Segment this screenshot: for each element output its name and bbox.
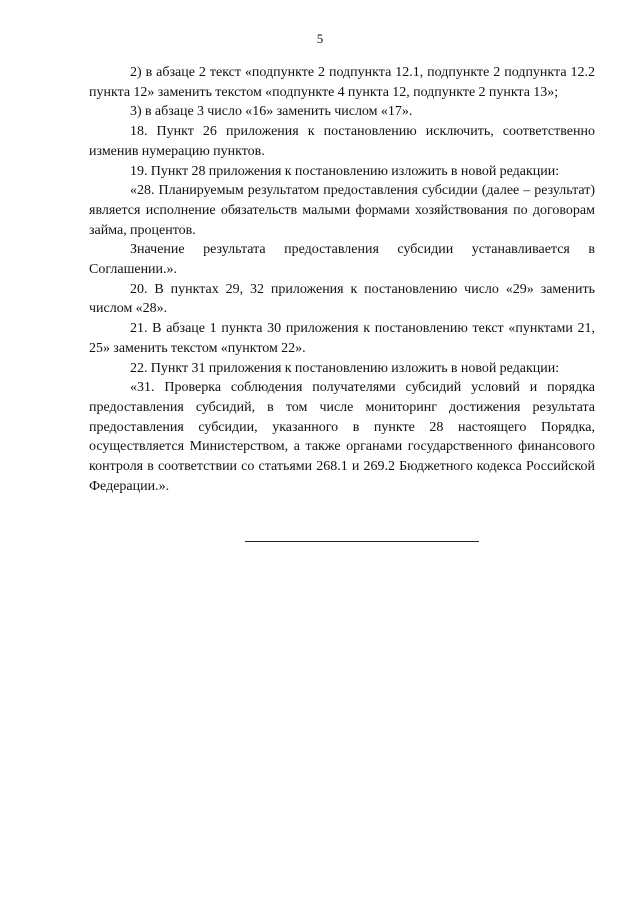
page-number: 5 bbox=[316, 31, 324, 46]
paragraph-item-3-paragraph-3: 3) в абзаце 3 число «16» заменить числом «17». bbox=[130, 104, 413, 120]
end-separator-line bbox=[245, 541, 479, 542]
paragraph-point-22: 22. Пункт 31 приложения к постановлению изложить в новой редакции: bbox=[130, 360, 560, 376]
paragraph-quote-point-28: «28. Планируемым результатом предоставления субсидии (далее – результат) является исполнение обязательств малыми формами хозяйствования по договорам займа, процентов. bbox=[89, 183, 595, 238]
paragraph-quote-point-31: «31. Проверка соблюдения получателями субсидий условий и порядка предоставления субсидий, в том числе мониторинг достижения результата предоставления субсидии, указанного в пункте 28 настоящего Порядка, осуществляется Министерством, а также органами государственного финансового контроля в соответствии со статьями 268.1 и 269.2 Бюджетного кодекса Российской Федерации.». bbox=[89, 380, 595, 494]
paragraph-result-value: Значение результата предоставления субсидии устанавливается в Соглашении.». bbox=[89, 242, 595, 278]
paragraph-item-2-paragraph-2: 2) в абзаце 2 текст «подпункте 2 подпункта 12.1, подпункте 2 подпункта 12.2 пункта 12» заменить текстом «подпункте 4 пункта 12, подпункте 2 пункта 13»; bbox=[89, 65, 595, 100]
paragraph-point-18: 18. Пункт 26 приложения к постановлению исключить, соответственно изменив нумерацию пунктов. bbox=[89, 124, 595, 159]
document-body bbox=[89, 63, 595, 496]
paragraph-point-19: 19. Пункт 28 приложения к постановлению изложить в новой редакции: bbox=[130, 163, 560, 179]
paragraph-point-21: 21. В абзаце 1 пункта 30 приложения к постановлению текст «пунктами 21, 25» заменить текстом «пунктом 22». bbox=[89, 321, 595, 356]
paragraph-point-20: 20. В пунктах 29, 32 приложения к постановлению число «29» заменить числом «28». bbox=[89, 281, 595, 317]
